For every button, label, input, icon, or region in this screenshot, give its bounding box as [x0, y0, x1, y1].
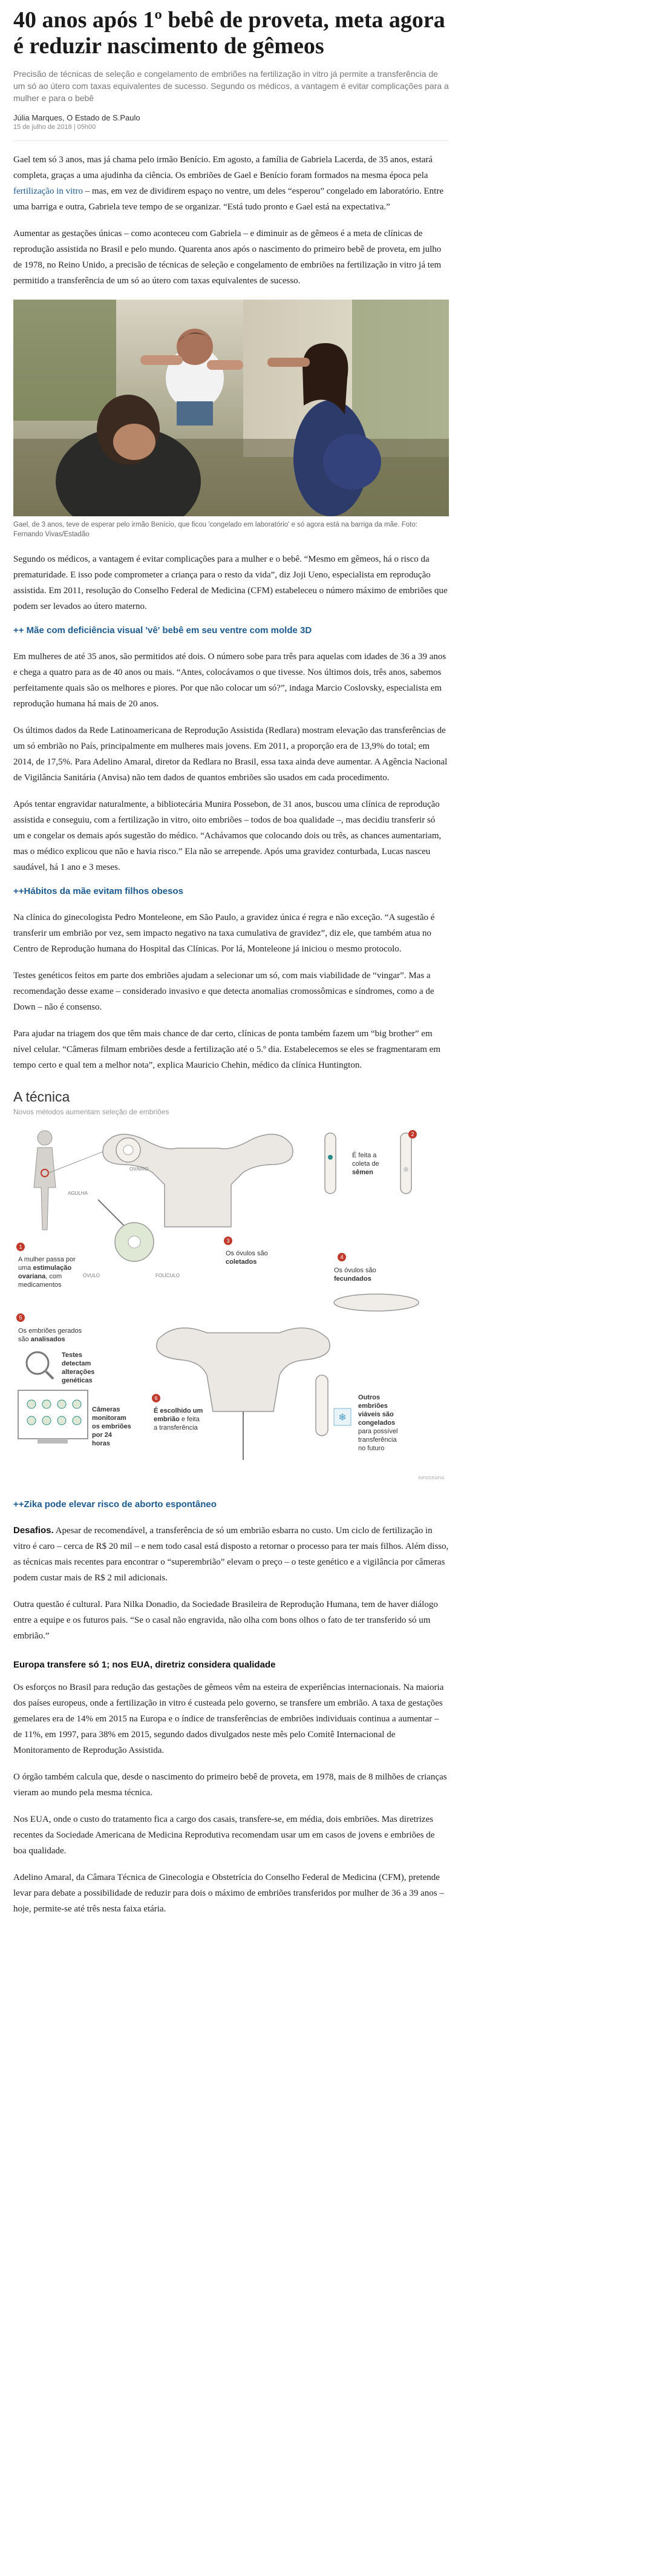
svg-text:detectam: detectam [62, 1360, 91, 1367]
svg-text:genéticas: genéticas [62, 1377, 93, 1384]
sperm-dot-icon [404, 1167, 408, 1172]
svg-text:1: 1 [19, 1244, 22, 1250]
magnifier-icon [27, 1352, 48, 1374]
svg-text:a transferência: a transferência [154, 1424, 198, 1431]
frozen-tube-icon [316, 1375, 351, 1436]
paragraph: Para ajudar na triagem dos que têm mais chance de dar certo, clínicas de ponta também fazem um “big brother” em nível celular. “Câmeras filmam embriões desde a fertilização até o 5.º dia. Estabelecemos se eles se fragmentaram em tempo certo e qual tem a melhor nota”, explica Mauricio Chehin, médico da clínica Huntington. [13, 1029, 441, 1070]
svg-text:2: 2 [411, 1131, 414, 1137]
paragraph: Os últimos dados da Rede Latinoamericana de Reprodução Assistida (Redlara) mostram elevação das transferências de um só embrião no País, principalmente em mulheres mais jovens. Em 2011, a proporção era de 13,9% do total; em 2014, de 17,5%. Para Adelino Amaral, diretor da Redlara no Brasil, essa taxa ainda deve aumentar. A Agência Nacional de Vigilância Sanitária (Anvisa) não tem dados de quantos embriões são usados em cada procedimento. [13, 726, 448, 783]
svg-text:4: 4 [340, 1254, 344, 1260]
svg-text:Os embriões gerados: Os embriões gerados [18, 1327, 82, 1335]
svg-text:medicamentos: medicamentos [18, 1281, 62, 1289]
svg-text:congelados: congelados [358, 1419, 396, 1427]
agulha-label: AGULHA [68, 1191, 88, 1196]
svg-text:para possível: para possível [358, 1428, 398, 1435]
article-title: 40 anos após 1º bebê de proveta, meta agora é reduzir nascimento de gêmeos [13, 7, 445, 59]
paragraph: Nos EUA, onde o custo do tratamento fica a cargo dos casais, transfere-se, em média, dois embriões. Mas diretrizes recentes da Sociedade Americana de Medicina Reprodutiva recomendam usar um em casos de jovens e embriões de boa qualidade. [13, 1815, 435, 1856]
infographic [13, 1089, 449, 1487]
related-link-obese-children[interactable]: ++Hábitos da mãe evitam filhos obesos [13, 886, 183, 896]
ovario-label: OVÁRIO [129, 1166, 149, 1172]
svg-text:Outros: Outros [358, 1394, 381, 1401]
byline: Júlia Marques, O Estado de S.Paulo [13, 113, 140, 122]
paragraph: Em mulheres de até 35 anos, são permitidos até dois. O número sobe para três para aquelas com idades de 36 a 39 anos e chega a quatro para as de 40 anos ou mais. “Antes, colocávamos o que tivesse. Nos últimos dois, três anos, sabemos perfeitamente quais são os melhores e piores. Por que não colocar um só?”, indaga Marcio Coslovsky, especialista em reprodução humana há mais de 20 anos. [13, 652, 446, 709]
infographic-title: A técnica [13, 1089, 70, 1105]
svg-text:sêmen: sêmen [352, 1169, 373, 1176]
infographic-subtitle: Novos métodos aumentam seleção de embriões [13, 1108, 169, 1116]
svg-text:Câmeras: Câmeras [92, 1406, 120, 1413]
sample-dot-icon [328, 1155, 333, 1160]
svg-text:são analisados: são analisados [18, 1336, 65, 1343]
svg-text:os embriões: os embriões [92, 1423, 131, 1430]
svg-text:horas: horas [92, 1440, 110, 1447]
paragraph: O órgão também calcula que, desde o nascimento do primeiro bebê de proveta, em 1978, mais de 8 milhões de crianças vieram ao mundo pela mesma técnica. [13, 1772, 447, 1798]
step-1-text: A mulher passa por [18, 1256, 76, 1263]
svg-text:monitoram: monitoram [92, 1414, 126, 1422]
photo-caption: Gael, de 3 anos, teve de esperar pelo irmão Benício, que ficou 'congelado em laboratório' e só agora está na barriga da mãe. Foto: Fernando Vivas/Estadão [13, 521, 417, 538]
related-link-zika[interactable]: ++Zika pode elevar risco de aborto espontâneo [13, 1499, 217, 1510]
divider [13, 140, 449, 141]
ivf-link[interactable]: fertilização in vitro [13, 186, 83, 196]
foliculo-label: FOLÍCULO [155, 1273, 180, 1278]
ovulo-label: ÓVULO [83, 1273, 100, 1278]
infographic-credit: INFOGRAFIA [418, 1476, 444, 1480]
paragraph: Aumentar as gestações únicas – como aconteceu com Gabriela – e diminuir as de gêmeos é a meta de clínicas de reprodução assistida no Brasil e pelo mundo. Quarenta anos após o nascimento do primeiro bebê de proveta, em julho de 1978, no Reino Unido, a precisão de técnicas de seleção e congelamento de embriões na fertilização in vitro já tem permitido a transferência de um só ao útero com taxas equivalentes de sucesso. [13, 229, 442, 286]
ivf-diagram [13, 1121, 449, 1484]
related-link-3d-mold[interactable]: ++ Mãe com deficiência visual 'vê' bebê em seu ventre com molde 3D [13, 625, 312, 636]
svg-text:É feita a: É feita a [352, 1152, 377, 1159]
woman-figure-icon [34, 1131, 56, 1230]
svg-text:Os óvulos são: Os óvulos são [334, 1267, 376, 1274]
paragraph: Na clínica do ginecologista Pedro Monteleone, em São Paulo, a gravidez única é regra e não exceção. “A sugestão é transferir um embrião por vez, sem impacto negativo na taxa cumulativa de gravidez”, diz ele, que também atua no Centro de Reprodução humana do Hospital das Clínicas. Por lá, Monteleone já iniciou o mesmo protocolo. [13, 913, 435, 954]
article-subtitle: Precisão de técnicas de seleção e congelamento de embriões na fertilização in vitro já permite a transferência de um só ao útero com taxas equivalentes de sucesso. Segundo os médicos, a vantagem é evitar complicações para a mulher e para o bebê [13, 69, 449, 103]
svg-text:❄: ❄ [338, 1413, 347, 1423]
svg-text:ovariana, com: ovariana, com [18, 1273, 62, 1280]
paragraph: Os esforços no Brasil para redução das gestações de gêmeos vêm na esteira de experiências internacionais. Na maioria dos países europeus, onde a fertilização in vitro é custeada pelo governo, se transfere um embrião. A taxa de gestações gemelares era de 14% em 2015 na Europa e o índice de transferências de embriões individuais continua a aumentar – de 11%, em 1997, para 38% em 2015, segundo dados divulgados neste mês pelo Comitê Internacional de Monitoramento de Reprodução Assistida. [13, 1683, 444, 1755]
paragraph: Após tentar engravidar naturalmente, a bibliotecária Munira Possebon, de 31 anos, buscou uma clínica de reprodução assistida e conseguiu, com a fertilização in vitro, oito embriões – todos de boa qualidade –, mas decidiu transferir só um e congelar os demais após sugestão do médico. “Achávamos que colocando dois ou três, as chances aumentariam, mas o médico explicou que não e havia risco.” Ela não se arrepende. Após uma gravidez conturbada, Lucas nasceu saudável, há 1 ano e 3 meses. [13, 800, 442, 872]
svg-text:uma estimulação: uma estimulação [18, 1264, 72, 1272]
uterus-bottom-icon [157, 1328, 330, 1411]
svg-text:alterações: alterações [62, 1368, 95, 1376]
svg-text:É escolhido um: É escolhido um [154, 1407, 203, 1414]
svg-text:viáveis são: viáveis são [358, 1411, 394, 1418]
monitor-icon [18, 1390, 88, 1444]
svg-text:embrião e feita: embrião e feita [154, 1416, 200, 1423]
svg-text:5: 5 [19, 1315, 22, 1321]
svg-text:coleta de: coleta de [352, 1160, 379, 1168]
svg-text:embriões: embriões [358, 1402, 388, 1410]
svg-text:no futuro: no futuro [358, 1445, 385, 1452]
svg-text:Os óvulos são: Os óvulos são [226, 1250, 268, 1257]
svg-text:Testes: Testes [62, 1352, 83, 1359]
callout-line [48, 1151, 104, 1173]
paragraph: Adelino Amaral, da Câmara Técnica de Ginecologia e Obstetrícia do Conselho Federal de Medicina (CFM), pretende levar para debate a possibilidade de reduzir para dois o máximo de embriões transferidos por mulher de 36 a 39 anos – hoje, permite-se até três nesta faixa etária. [13, 1873, 444, 1914]
svg-text:3: 3 [226, 1238, 230, 1244]
petri-dish-icon [334, 1294, 419, 1311]
section-heading: Europa transfere só 1; nos EUA, diretriz considera qualidade [13, 1660, 276, 1670]
paragraph: Segundo os médicos, a vantagem é evitar complicações para a mulher e o bebê. “Mesmo em gêmeos, há o risco da prematuridade. E isso pode comprometer a criança para o resto da vida”, diz Joji Ueno, especialista em reprodução assistida. Em 2011, resolução do Conselho Federal de Medicina (CFM) estabeleceu o número máximo de embriões que podem ser levados ao útero materno. [13, 554, 448, 611]
paragraph: Desafios. Apesar de recomendável, a transferência de só um embrião esbarra no custo. Um ciclo de fertilização in vitro é caro – cerca de R$ 20 mil – e nem todo casal está disposto a retornar o processo para ter mais filhos. Além disso, as técnicas mais recentes para encontrar o “superembrião” elevam o preço – o teste genético e a vigilância por câmeras podem custar mais de R$ 2 mil adicionais. [13, 1525, 449, 1583]
paragraph: Gael tem só 3 anos, mas já chama pelo irmão Benício. Em agosto, a família de Gabriela Lacerda, de 35 anos, estará completa, graças a uma ajudinha da ciência. Os embriões de Gael e Benício foram formados na mesma época pela fertilização in vitro – mas, em vez de dividirem espaço no ventre, um deles “esperou” congelado em laboratório. Entre uma barriga e outra, Gabriela teve tempo de se organizar. “Está tudo pronto e Gael está na expectativa.” [13, 155, 443, 212]
svg-text:coletados: coletados [226, 1258, 257, 1266]
svg-text:6: 6 [154, 1395, 158, 1401]
svg-text:por 24: por 24 [92, 1431, 113, 1439]
svg-text:transferência: transferência [358, 1436, 397, 1444]
paragraph: Outra questão é cultural. Para Nilka Donadio, da Sociedade Brasileira de Reprodução Humana, tem de haver diálogo entre a equipe e os futuros pais. “Se o casal não engravida, não olha com bons olhos o fato de ter transferido só um embrião.” [13, 1600, 438, 1641]
follicle-icon [123, 1145, 133, 1155]
family-photo-image [13, 300, 449, 516]
family-photo [13, 300, 449, 516]
ovule-icon [128, 1236, 140, 1248]
publish-date: 15 de julho de 2018 | 05h00 [13, 123, 96, 131]
svg-text:fecundados: fecundados [334, 1275, 371, 1283]
paragraph: Testes genéticos feitos em parte dos embriões ajudam a selecionar um só, com mais viabilidade de “vingar”. Mas a recomendação desse exame – considerado invasivo e que detecta anomalias cromossômicas e síndromes, como a de Down – não é consenso. [13, 971, 434, 1012]
